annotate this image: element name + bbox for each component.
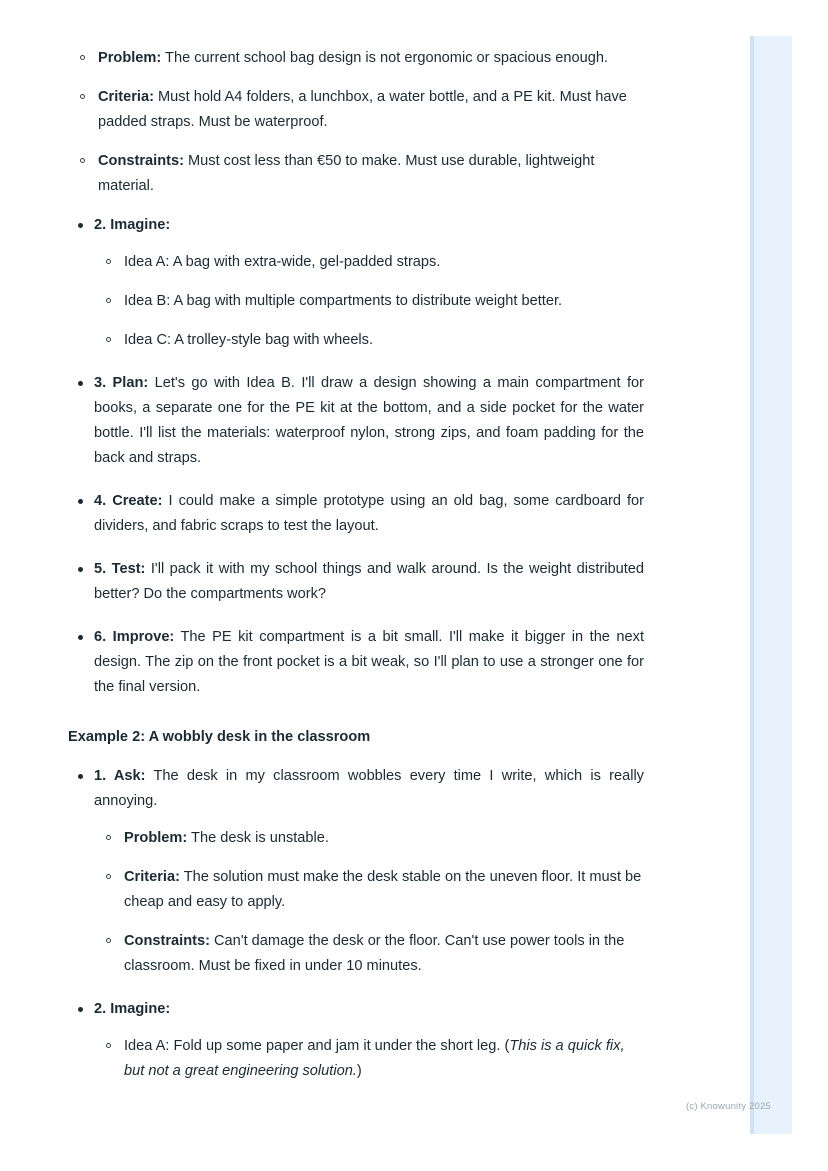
example2-imagine-ideas-list bbox=[94, 1034, 644, 1084]
list-item bbox=[68, 149, 644, 199]
problem-text: The current school bag design is not ergonomic or spacious enough. bbox=[161, 50, 608, 66]
idea-c-text: Idea C: A trolley-style bag with wheels. bbox=[124, 332, 374, 348]
example2-heading: Example 2: A wobbly desk in the classroom bbox=[68, 729, 371, 745]
step-imagine bbox=[68, 213, 644, 353]
list-item bbox=[94, 826, 644, 851]
example1-steps-list bbox=[68, 213, 644, 700]
problem-text: The desk is unstable. bbox=[187, 830, 329, 846]
constraints-label: Constraints: bbox=[98, 153, 184, 169]
plan-text: Let's go with Idea B. I'll draw a design showing a main compartment for books, a separate one for the PE kit at the bottom, and a side pocket for the water bottle. I'll list the materials: waterproof nylon, strong zips, and foam padding for the back and straps. bbox=[94, 375, 645, 466]
list-item bbox=[94, 328, 644, 353]
example2-problem-criteria-constraints-list bbox=[94, 826, 644, 979]
constraints-text: Must cost less than €50 to make. Must use durable, lightweight material. bbox=[98, 153, 595, 194]
criteria-label: Criteria: bbox=[124, 869, 180, 885]
list-item bbox=[94, 1034, 644, 1084]
step-test bbox=[68, 557, 644, 607]
ask-text: The desk in my classroom wobbles every time I write, which is really annoying. bbox=[94, 768, 644, 809]
criteria-label: Criteria: bbox=[98, 89, 154, 105]
create-label: 4. Create: bbox=[94, 493, 163, 509]
problem-label: Problem: bbox=[124, 830, 188, 846]
problem-criteria-constraints-list bbox=[68, 46, 644, 199]
list-item bbox=[94, 250, 644, 275]
step-improve bbox=[68, 625, 644, 700]
step-create bbox=[68, 489, 644, 539]
document-content bbox=[68, 34, 644, 1102]
criteria-text: The solution must make the desk stable on the uneven floor. It must be cheap and easy to apply. bbox=[124, 869, 642, 910]
improve-label: 6. Improve: bbox=[94, 629, 175, 645]
imagine-label: 2. Imagine: bbox=[94, 1001, 171, 1017]
idea-a-text: Idea A: A bag with extra-wide, gel-padded straps. bbox=[124, 254, 441, 270]
list-item bbox=[94, 865, 644, 915]
idea-a-text-before: Idea A: Fold up some paper and jam it under the short leg. ( bbox=[124, 1038, 510, 1054]
idea-b-text: Idea B: A bag with multiple compartments to distribute weight better. bbox=[124, 293, 563, 309]
list-item bbox=[94, 289, 644, 314]
create-text: I could make a simple prototype using an old bag, some cardboard for dividers, and fabric scraps to test the layout. bbox=[94, 493, 644, 534]
example2-steps-list bbox=[68, 764, 644, 1084]
right-margin-rule bbox=[750, 36, 754, 1134]
test-label: 5. Test: bbox=[94, 561, 146, 577]
step-plan bbox=[68, 371, 644, 471]
improve-text: The PE kit compartment is a bit small. I'll make it bigger in the next design. The zip on the front pocket is a bit weak, so I'll plan to use a stronger one for the final version. bbox=[94, 629, 644, 695]
constraints-label: Constraints: bbox=[124, 933, 210, 949]
list-item bbox=[68, 85, 644, 135]
step-imagine bbox=[68, 997, 644, 1084]
plan-label: 3. Plan: bbox=[94, 375, 149, 391]
copyright-footer: (c) Knowunity 2025 bbox=[686, 1101, 771, 1112]
list-item bbox=[68, 46, 644, 71]
imagine-label: 2. Imagine: bbox=[94, 217, 171, 233]
idea-a-note: This is a quick fix, but not a great engineering solution. bbox=[124, 1038, 625, 1079]
test-text: I'll pack it with my school things and walk around. Is the weight distributed better? Do the compartments work? bbox=[94, 561, 644, 602]
step-ask bbox=[68, 764, 644, 979]
idea-a-text-after: ) bbox=[356, 1063, 362, 1079]
imagine-ideas-list bbox=[94, 250, 644, 353]
criteria-text: Must hold A4 folders, a lunchbox, a water bottle, and a PE kit. Must have padded straps. Must be waterproof. bbox=[98, 89, 627, 130]
constraints-text: Can't damage the desk or the floor. Can't use power tools in the classroom. Must be fixed in under 10 minutes. bbox=[124, 933, 625, 974]
ask-label: 1. Ask: bbox=[94, 768, 146, 784]
right-margin-band bbox=[750, 36, 792, 1134]
list-item bbox=[94, 929, 644, 979]
problem-label: Problem: bbox=[98, 50, 162, 66]
